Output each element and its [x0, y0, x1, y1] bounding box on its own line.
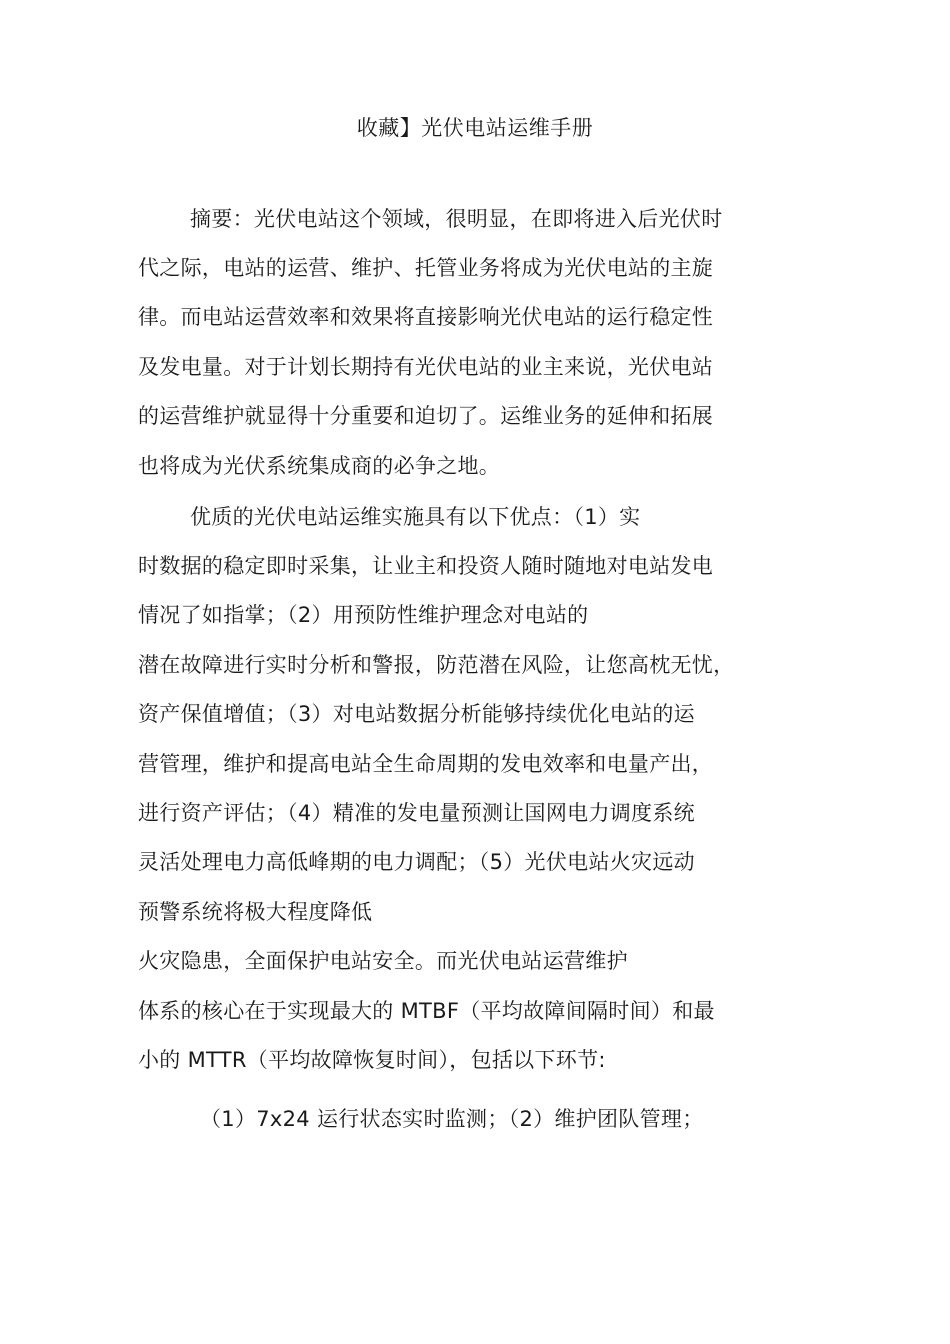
paragraph-line: 时数据的稳定即时采集，让业主和投资人随时随地对电站发电	[138, 554, 714, 578]
paragraph-line: 代之际，电站的运营、维护、托管业务将成为光伏电站的主旋	[138, 256, 714, 280]
document-title: 收藏】光伏电站运维手册	[356, 116, 594, 140]
paragraph-line: 也将成为光伏系统集成商的必争之地。	[138, 454, 501, 478]
paragraph-line: 资产保值增值；（3）对电站数据分析能够持续优化电站的运	[138, 702, 695, 726]
paragraph-line: 营管理，维护和提高电站全生命周期的发电效率和电量产出，	[138, 752, 714, 776]
paragraph-line: 进行资产评估；（4）精准的发电量预测让国网电力调度系统	[138, 801, 695, 825]
paragraph-line: 优质的光伏电站运维实施具有以下优点：（1）实	[190, 505, 641, 529]
paragraph-line: （1）7x24 运行状态实时监测；（2）维护团队管理；	[200, 1107, 704, 1131]
paragraph-line: 火灾隐患，全面保护电站安全。而光伏电站运营维护	[138, 949, 628, 973]
paragraph-line: 潜在故障进行实时分析和警报，防范潜在风险，让您高枕无忧，	[138, 653, 735, 677]
paragraph-line: 预警系统将极大程度降低	[138, 900, 373, 924]
paragraph-line: 律。而电站运营效率和效果将直接影响光伏电站的运行稳定性	[138, 305, 714, 329]
paragraph-line: 及发电量。对于计划长期持有光伏电站的业主来说，光伏电站	[138, 355, 714, 379]
paragraph-line: 的运营维护就显得十分重要和迫切了。运维业务的延伸和拓展	[138, 404, 714, 428]
paragraph-line: 小的 MTTR（平均故障恢复时间），包括以下环节:	[138, 1048, 606, 1072]
paragraph-line: 情况了如指掌；（2）用预防性维护理念对电站的	[138, 603, 589, 627]
paragraph-line: 摘要：光伏电站这个领域，很明显，在即将进入后光伏时	[190, 207, 723, 231]
paragraph-line: 体系的核心在于实现最大的 MTBF（平均故障间隔时间）和最	[138, 999, 715, 1023]
paragraph-line: 灵活处理电力高低峰期的电力调配；（5）光伏电站火灾远动	[138, 850, 695, 874]
